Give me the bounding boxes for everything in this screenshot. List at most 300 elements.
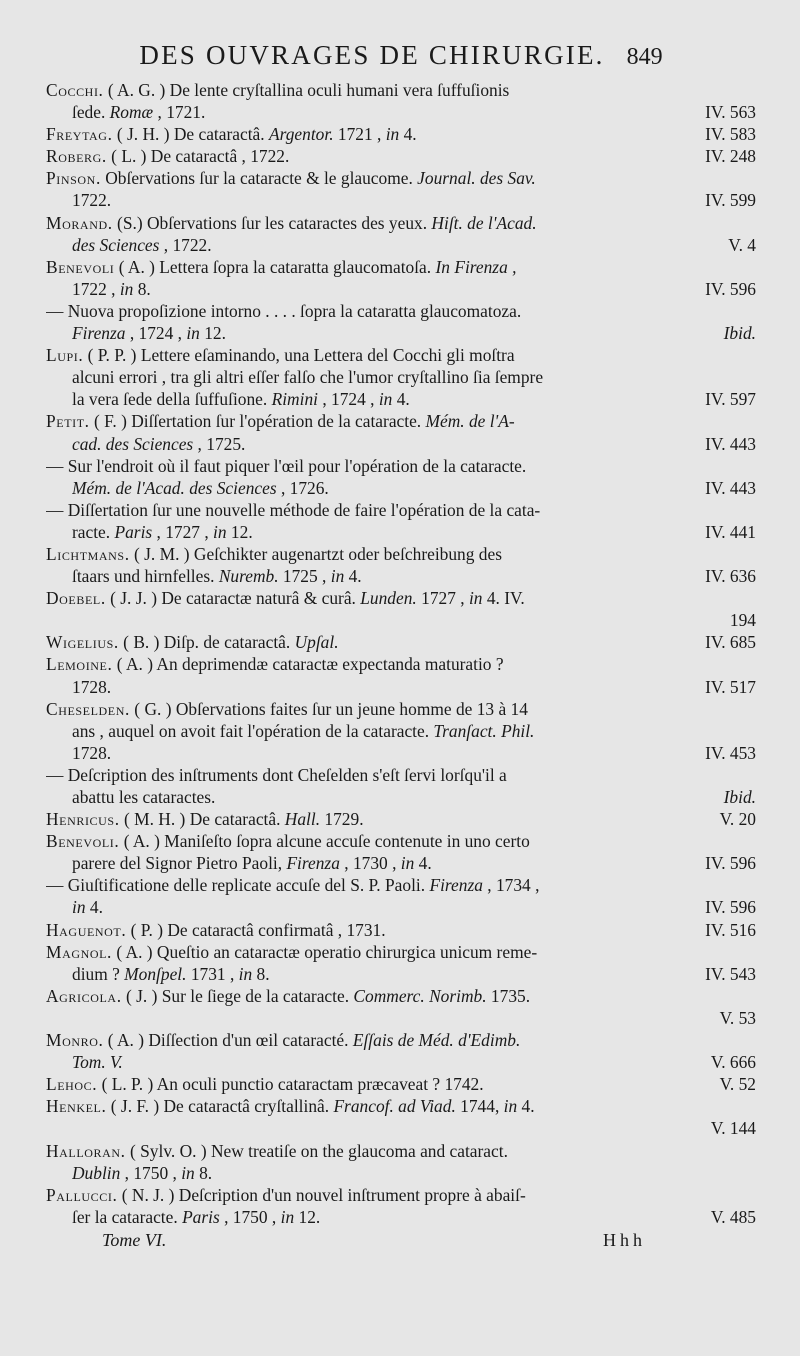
entry-italic-segment: Upſal. [294,632,339,653]
entry-text-segment: ( N. J. ) Deſcription d'un nouvel inſtrument propre à abaiſ- [117,1184,526,1205]
entry-text-segment: ( P. ) De cataractâ confirmatâ , 1731. [126,919,386,940]
entry-line [46,587,756,609]
entry-text-segment: ( Sylv. O. ) New treatiſe on the glaucoma and cataract. [125,1140,508,1161]
entry-reference: IV. 596 [705,278,756,299]
entry-line [46,653,756,675]
bibliography-entry [46,1029,756,1073]
entry-text [46,410,756,432]
entry-line [46,189,756,211]
entry-text [46,941,756,963]
bibliography-entry [46,1184,756,1228]
entry-italic-segment: in [238,963,253,984]
entry-text [46,830,756,852]
entry-reference: V. 4 [728,234,756,255]
entry-line [46,300,756,322]
entry-line [46,1051,756,1073]
entry-italic-segment: in [186,323,200,344]
entry-text [72,1117,701,1139]
entry-italic-segment: Commerc. Norimb. [353,985,487,1006]
entry-text-segment: — Deſcription des inſtruments dont Cheſelden s'eſt ſervi lorſqu'il a [46,764,507,785]
entry-line [46,830,756,852]
entry-text [46,1140,756,1162]
entry-italic-segment: cad. des Sciences [72,433,194,454]
signature-mark: Hhh [603,1229,646,1250]
entry-line [46,278,756,300]
entry-reference: IV. 453 [705,742,756,763]
entry-line [46,1007,756,1029]
entry-text-segment: 8. [194,1162,213,1183]
entry-author: Pallucci. [46,1184,118,1205]
entry-text-segment: 1722 , [72,278,120,299]
bibliography-entry [46,79,756,123]
entry-text-segment: ( B. ) Diſp. de cataractâ. [118,632,295,653]
entry-reference: IV. 543 [705,963,756,984]
entry-text [46,79,756,101]
entry-line [46,477,756,499]
entry-author: Lehoc. [46,1074,98,1095]
entry-text [72,101,695,123]
entry-text-segment: 1721 , [333,124,386,145]
entry-text-segment: 1731 , [186,963,239,984]
entry-italic-segment: In Firenza , [435,256,517,277]
entry-italic-segment: Paris [114,521,153,542]
entry-text [72,963,695,985]
entry-text-segment: 12. [226,521,253,542]
entry-text [72,1007,710,1029]
entry-text [72,609,720,631]
entry-line [46,234,756,256]
entry-reference: IV. 596 [705,853,756,874]
entry-author: Doebel. [46,588,106,609]
entry-text-segment: ( J. ) Sur le ſiege de la cataracte. [121,985,354,1006]
entry-line [46,786,756,808]
entry-line [46,985,756,1007]
entry-text-segment: ( A. ) An deprimendæ cataractæ expectanda maturatio ? [112,654,504,675]
entry-text [72,565,695,587]
entry-line [46,145,756,167]
entry-line [46,455,756,477]
bibliography-entry [46,145,756,167]
bibliography-entry [46,1140,756,1184]
entry-line [46,212,756,234]
entry-text-segment: la vera ſede della ſuffuſione. [72,389,272,410]
entry-text [72,742,695,764]
header-title: DES OUVRAGES DE CHIRURGIE. [139,40,605,70]
entry-italic-segment: Argentor. [268,124,334,145]
entry-reference: IV. 517 [705,676,756,697]
bibliography-entry [46,455,756,499]
entry-italic-segment: in [119,278,134,299]
entry-italic-segment: Lunden. [360,588,417,609]
entry-text [46,1029,756,1051]
entry-author: Lichtmans. [46,543,130,564]
entry-text-segment: 1725 , [278,566,331,587]
entry-italic-segment: Mém. de l'A- [425,411,515,432]
bibliography-entry [46,587,756,631]
entry-author: Lupi. [46,345,84,366]
entry-text [72,366,756,388]
entry-text-segment: 4. [392,389,410,410]
entry-reference: V. 20 [719,809,756,830]
entry-text [46,256,756,278]
entry-text-segment: ( G. ) Obſervations faites ſur un jeune homme de 13 à 14 [129,698,528,719]
entry-line [46,698,756,720]
entry-text-segment: 1722. [72,190,112,211]
entry-text [72,676,695,698]
bibliography-entry [46,631,756,653]
entry-italic-segment: in [468,588,483,609]
entry-text-segment: , 1724 , [317,389,379,410]
entry-author: Petit. [46,411,90,432]
entry-text-segment: ( J. M. ) Geſchikter augenartzt oder beſchreibung des [129,543,502,564]
entry-italic-segment: Tom. V. [72,1052,123,1073]
entry-text-segment: ſtaars und hirnfelles. [72,566,219,587]
entry-reference: V. 53 [719,1007,756,1028]
entry-text [46,499,756,521]
entry-line [46,1095,756,1117]
volume-label: Tome VI. [102,1229,167,1250]
bibliography-entry [46,300,756,344]
entry-italic-segment: in [385,124,400,145]
entry-line [46,874,756,896]
entry-text-segment: 4. [517,1096,535,1117]
bibliography-list [46,79,756,1228]
entry-text-segment: , 1727 , [152,521,214,542]
entry-text-segment: , 1730 , [339,853,401,874]
entry-reference: IV. 443 [705,433,756,454]
entry-reference: IV. 597 [705,389,756,410]
bibliography-entry [46,698,756,764]
bibliography-entry [46,830,756,874]
entry-author: Wigelius. [46,632,119,653]
entry-text-segment: — Diſſertation ſur une nouvelle méthode de faire l'opération de la cata- [46,499,541,520]
entry-text-segment: 8. [252,963,270,984]
entry-italic-segment: in [503,1096,518,1117]
entry-italic-segment: in [72,897,86,918]
page-footer [46,1230,756,1251]
entry-line [46,123,756,145]
entry-line [46,388,756,410]
bibliography-entry [46,543,756,587]
running-header [46,40,756,71]
entry-line [46,941,756,963]
entry-italic-segment: in [330,566,345,587]
entry-text-segment: 4. [344,566,362,587]
entry-text [72,521,695,543]
entry-text-segment: abattu les cataractes. [72,787,216,807]
entry-author: Monro. [46,1030,104,1051]
entry-italic-segment: Rimini [271,389,318,410]
entry-text [72,189,695,211]
entry-text-segment: ans , auquel on avoit fait l'opération de la cataracte. [72,720,434,741]
entry-text-segment: 1727 , [416,588,469,609]
entry-text-segment: 4. [414,853,432,874]
entry-line [46,1073,756,1095]
entry-reference: V. 144 [710,1118,756,1139]
entry-author: Cocchi. [46,80,104,100]
bibliography-entry [46,256,756,300]
entry-reference: IV. 516 [705,919,756,940]
entry-line [46,1162,756,1184]
entry-line [46,676,756,698]
bibliography-entry [46,764,756,808]
entry-text [72,786,714,808]
entry-text-segment: racte. [72,521,115,542]
entry-italic-segment: in [280,1206,295,1227]
entry-text-segment: ( M. H. ) De cataractâ. [119,809,285,830]
entry-text-segment: ( A. ) Maniſeſto ſopra alcune accuſe contenute in uno certo [119,831,530,852]
entry-text-segment: 4. IV. [482,588,525,609]
entry-line [46,433,756,455]
entry-text [72,388,695,410]
entry-italic-segment: Dublin [72,1162,121,1183]
entry-text-segment: ſede. [72,102,110,123]
entry-line [46,720,756,742]
entry-text [46,543,756,565]
entry-text-segment: 12. [199,323,226,344]
entry-text-segment: , 1722. [159,234,212,255]
page-number: 849 [626,44,663,70]
entry-text [72,322,714,344]
entry-line [46,1140,756,1162]
entry-italic-segment: Firenza [286,853,340,874]
entry-author: Lemoine. [46,654,113,675]
entry-reference: IV. 563 [705,102,756,123]
entry-line [46,256,756,278]
entry-text [46,587,756,609]
entry-text [46,123,695,145]
bibliography-entry [46,167,756,211]
entry-italic-segment: in [181,1162,195,1183]
entry-reference: IV. 248 [705,146,756,167]
entry-text-segment: ( J. F. ) De cataractâ cryſtallinâ. [106,1096,334,1117]
entry-line [46,366,756,388]
entry-line [46,565,756,587]
entry-text-segment: (S.) Obſervations ſur les cataractes des yeux. [112,212,432,233]
bibliography-entry [46,123,756,145]
entry-text [46,764,756,786]
entry-reference: 194 [729,610,756,631]
entry-text [72,896,695,918]
entry-line [46,919,756,941]
entry-text [72,1162,756,1184]
entry-text [46,1095,756,1117]
entry-italic-segment: in [213,521,227,542]
entry-text [72,433,695,455]
entry-line [46,1206,756,1228]
entry-text [72,234,718,256]
entry-text [46,653,756,675]
entry-italic-segment: Monſpel. [124,963,187,984]
entry-text [72,477,695,499]
entry-text [46,985,756,1007]
entry-text-segment: 12. [294,1206,321,1227]
entry-italic-segment: Paris [182,1206,220,1227]
entry-reference: V. 52 [719,1074,756,1095]
entry-line [46,852,756,874]
entry-line [46,499,756,521]
entry-author: Henricus. [46,809,120,830]
entry-text-segment: alcuni errori , tra gli altri eſſer falſo che l'umor cryſtallino ſia ſempre [72,367,544,388]
entry-text [46,300,756,322]
entry-text [72,720,756,742]
entry-author: Roberg. [46,146,107,167]
entry-text-segment: — Giuſtificatione delle replicate accuſe del S. P. Paoli. [46,875,430,896]
entry-italic-segment: Francof. ad Viad. [333,1096,456,1117]
entry-text-segment: , 1734 , [482,875,540,896]
entry-text-segment: , 1725. [193,433,246,454]
entry-text [46,1073,710,1095]
entry-italic-segment: des Sciences [72,234,160,255]
entry-line [46,1029,756,1051]
entry-author: Pinson. [46,168,101,189]
bibliography-entry [46,344,756,410]
entry-line [46,543,756,565]
entry-text-segment: 1728. [72,676,112,697]
entry-line [46,167,756,189]
entry-author: Haguenot. [46,919,127,940]
entry-reference: Ibid. [723,787,756,807]
entry-text-segment: , 1750 , [120,1162,182,1183]
entry-line [46,410,756,432]
entry-line [46,631,756,653]
entry-line [46,609,756,631]
entry-line [46,79,756,101]
entry-text-segment: 1744, [455,1096,504,1117]
entry-text-segment: — Nuova propoſizione intorno . . . . ſopra la cataratta glaucomatoza. [46,300,522,321]
entry-text [46,698,756,720]
entry-author: Benevoli. [46,831,120,852]
entry-line [46,1184,756,1206]
bibliography-entry [46,941,756,985]
entry-reference: IV. 443 [705,477,756,498]
entry-text [46,145,695,167]
entry-line [46,896,756,918]
entry-author: Morand. [46,212,113,233]
entry-text [46,1184,756,1206]
bibliography-entry [46,212,756,256]
entry-line [46,764,756,786]
entry-author: Magnol. [46,941,113,962]
entry-line [46,322,756,344]
entry-italic-segment: Tranſact. Phil. [433,720,535,741]
entry-text-segment: ( F. ) Diſſertation ſur l'opération de la cataracte. [89,411,426,432]
entry-text-segment: 8. [133,278,151,299]
entry-text-segment: parere del Signor Pietro Paoli, [72,853,287,874]
entry-text-segment: 4. [85,897,103,918]
entry-text [46,167,756,189]
entry-text [46,631,695,653]
bibliography-entry [46,874,756,918]
entry-text-segment: ( L. ) De cataractâ , 1722. [106,146,290,167]
entry-reference: IV. 596 [705,897,756,918]
entry-reference: IV. 685 [705,632,756,653]
entry-line [46,344,756,366]
entry-line [46,742,756,764]
entry-reference: IV. 636 [705,566,756,587]
entry-text-segment: dium ? [72,963,125,984]
entry-line [46,521,756,543]
entry-italic-segment: Mém. de l'Acad. des Sciences [72,477,277,498]
entry-italic-segment: Firenza [72,323,126,344]
entry-italic-segment: Hall. [284,809,321,830]
entry-author: Cheselden. [46,698,130,719]
entry-italic-segment: Journal. des Sav. [417,168,536,189]
entry-italic-segment: Eſſais de Méd. d'Edimb. [352,1030,521,1051]
entry-text [72,1051,701,1073]
entry-text-segment: ( P. P. ) Lettere eſaminando, una Lettera del Cocchi gli moſtra [83,345,515,366]
entry-text [72,1206,701,1228]
entry-text [46,808,710,830]
entry-italic-segment: in [400,853,415,874]
entry-text-segment: ( L. P. ) An oculi punctio cataractam præcaveat ? 1742. [97,1074,484,1095]
entry-reference: Ibid. [723,323,756,344]
entry-text-segment: 1735. [486,985,531,1006]
entry-text-segment: Obſervations ſur la cataracte & le glaucome. [100,168,418,189]
entry-text [46,874,756,896]
entry-text [72,852,695,874]
entry-text-segment: ( J. H. ) De cataractâ. [112,124,269,145]
entry-text-segment: ( A. ) Queſtio an cataractæ operatio chirurgica unicum reme- [112,941,538,962]
entry-reference: IV. 583 [705,124,756,145]
entry-author: Benevoli [46,256,115,277]
entry-text-segment: ( A. G. ) De lente cryſtallina oculi humani vera ſuffuſionis [103,80,510,100]
entry-reference: V. 666 [710,1052,756,1073]
entry-text-segment: ( A. ) Lettera ſopra la cataratta glaucomatoſa. [114,256,436,277]
entry-italic-segment: Hiſt. de l'Acad. [431,212,537,233]
bibliography-entry [46,1095,756,1139]
entry-text-segment: — Sur l'endroit où il faut piquer l'œil pour l'opération de la cataracte. [46,455,527,476]
entry-reference: IV. 441 [705,521,756,542]
entry-text [46,455,756,477]
entry-italic-segment: Nuremb. [218,566,279,587]
entry-text-segment: , 1726. [276,477,329,498]
entry-text-segment: 4. [399,124,417,145]
entry-italic-segment: Romæ [109,102,154,123]
bibliography-entry [46,499,756,543]
entry-line [46,1117,756,1139]
bibliography-entry [46,808,756,830]
entry-text-segment: , 1724 , [125,323,187,344]
entry-line [46,963,756,985]
entry-reference: IV. 599 [705,190,756,211]
bibliography-entry [46,919,756,941]
entry-line [46,101,756,123]
entry-author: Freytag. [46,124,113,145]
entry-text-segment: , 1721. [153,102,206,123]
entry-author: Henkel. [46,1096,107,1117]
entry-text-segment: ( A. ) Diſſection d'un œil cataracté. [103,1030,353,1051]
bibliography-entry [46,653,756,697]
entry-author: Halloran. [46,1140,126,1161]
entry-text-segment: 1728. [72,742,112,763]
entry-text [72,278,695,300]
entry-text-segment: , 1750 , [219,1206,281,1227]
entry-text-segment: ſer la cataracte. [72,1206,183,1227]
bibliography-entry [46,410,756,454]
entry-text [46,212,756,234]
entry-text [46,344,756,366]
bibliography-entry [46,1073,756,1095]
entry-text-segment: ( J. J. ) De cataractæ naturâ & curâ. [105,588,361,609]
entry-italic-segment: in [378,389,393,410]
entry-text [46,919,695,941]
bibliography-entry [46,985,756,1029]
entry-text-segment: 1729. [320,809,364,830]
entry-line [46,808,756,830]
entry-reference: V. 485 [710,1206,756,1227]
entry-italic-segment: Firenza [429,875,483,896]
